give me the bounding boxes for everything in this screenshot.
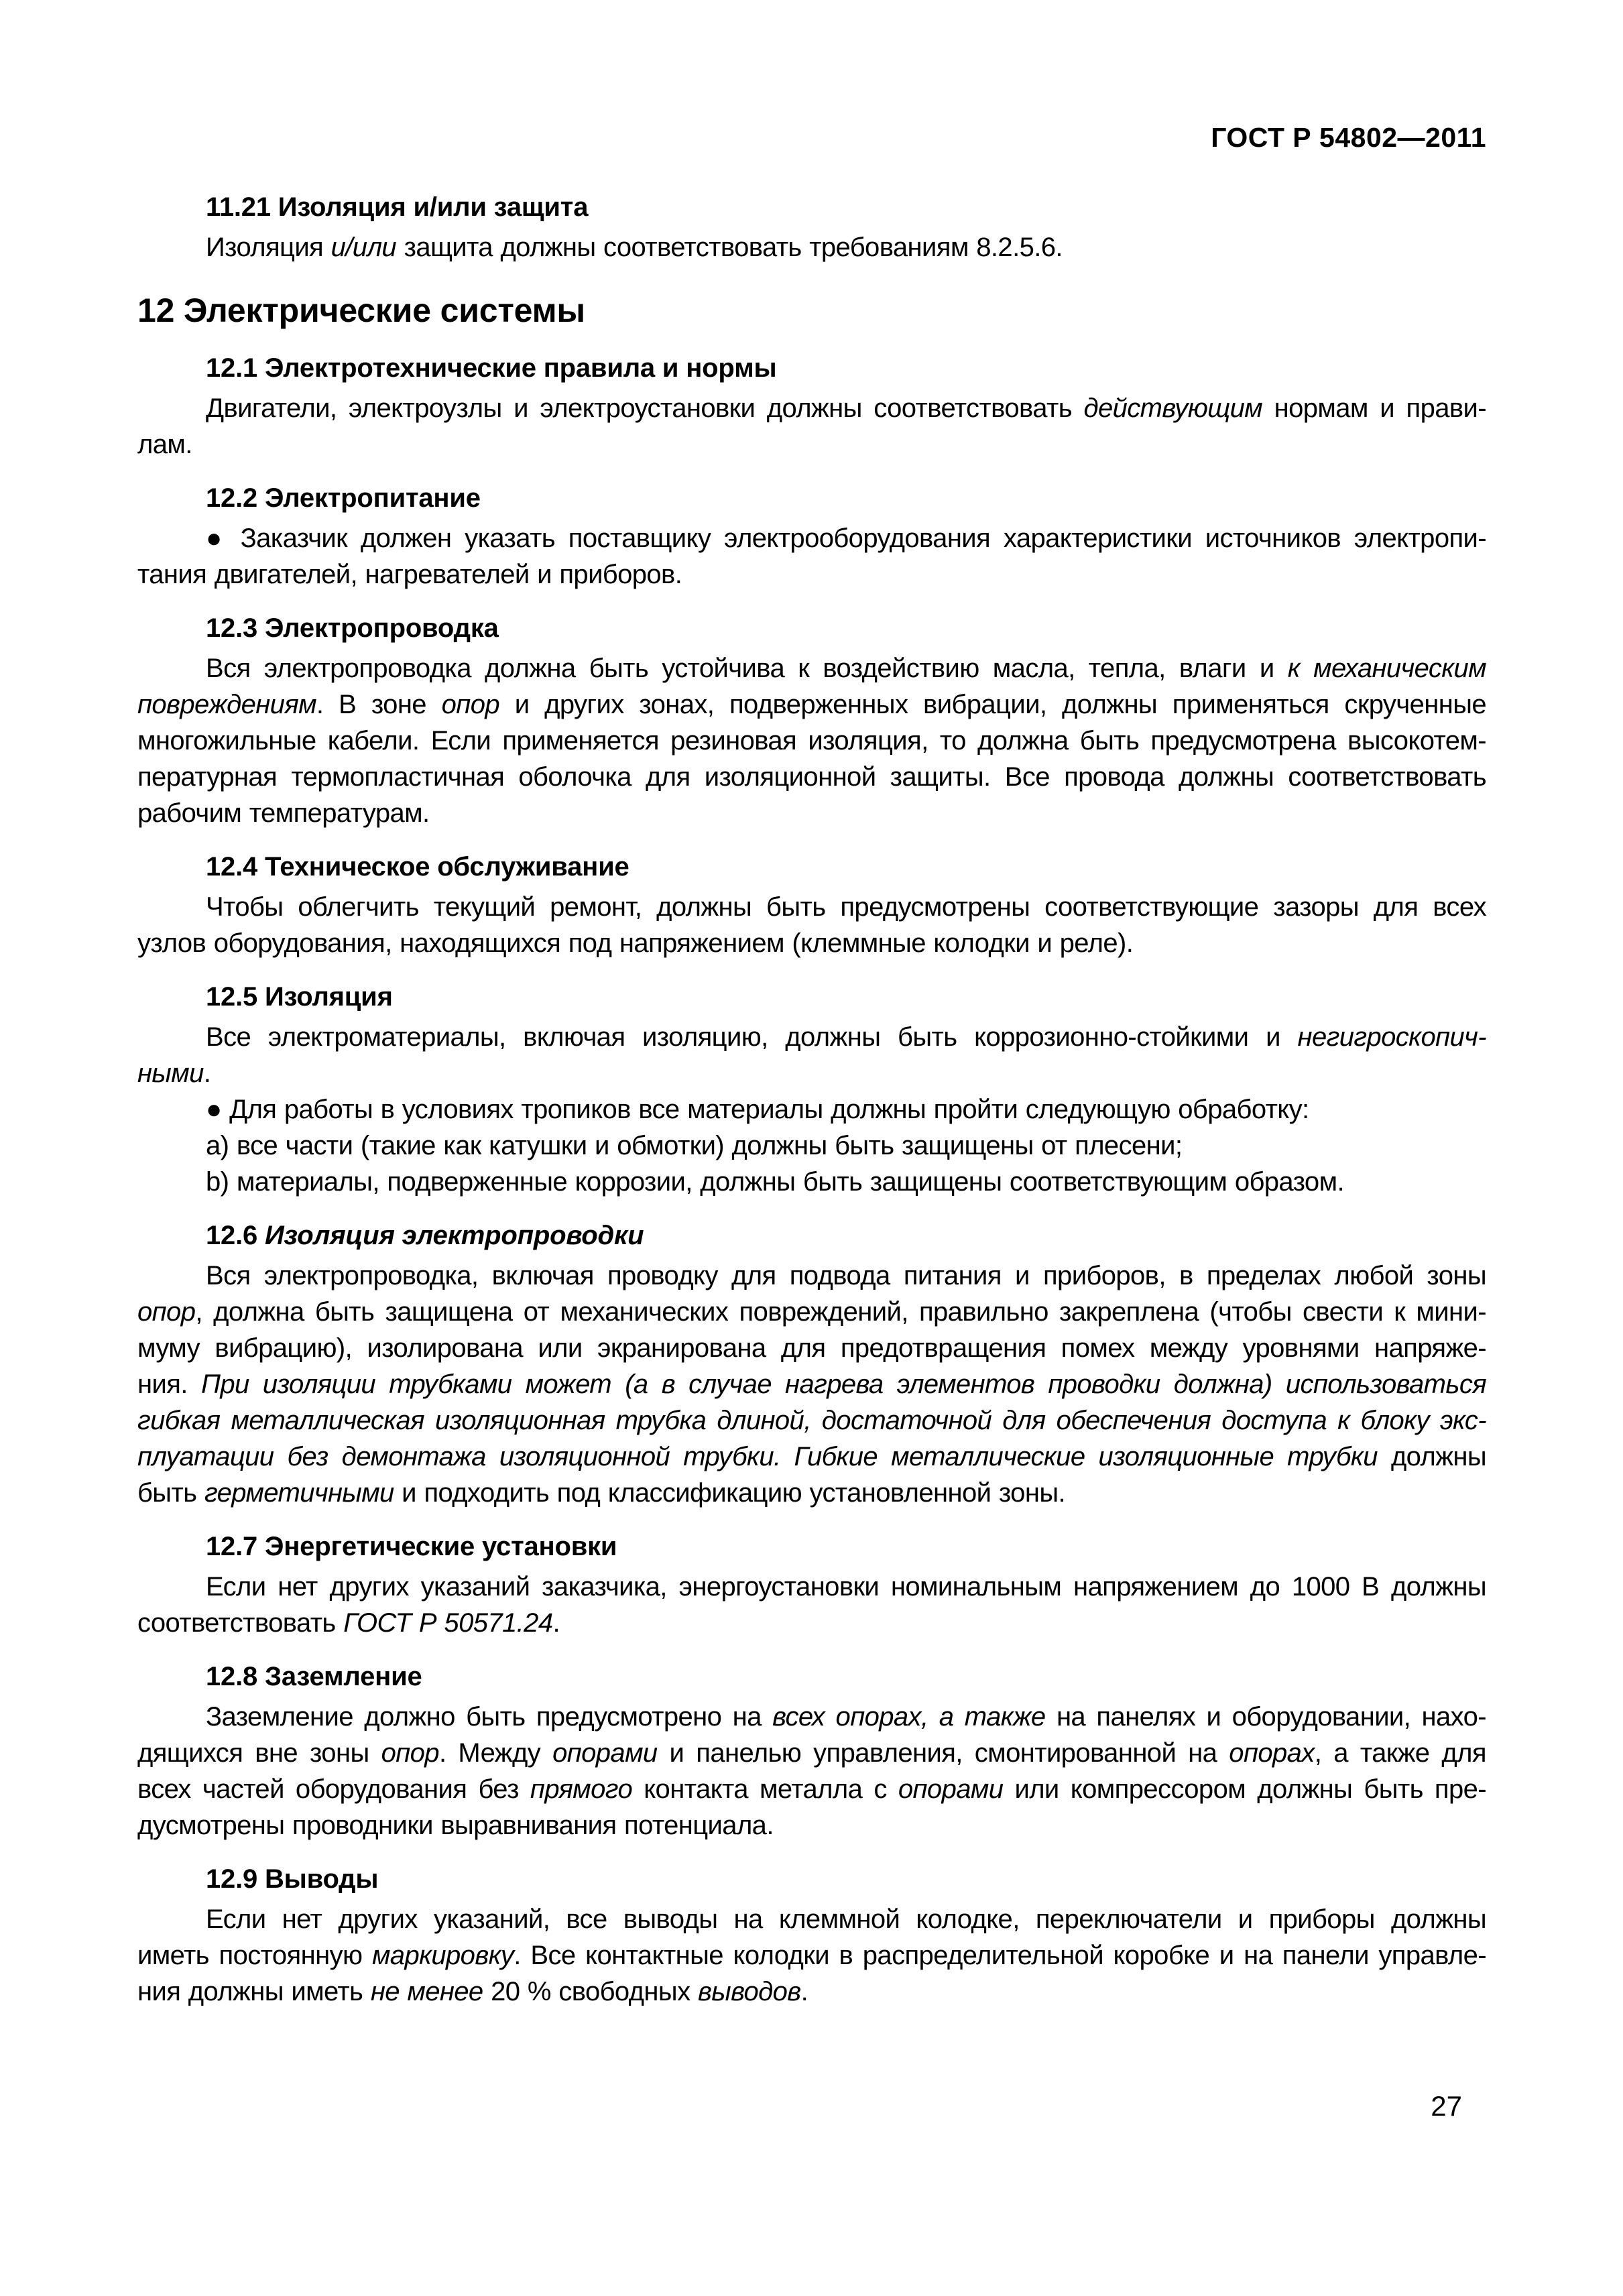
text-run: . [203, 1059, 211, 1088]
text-line [137, 650, 1486, 686]
text-run: 12 Электрические системы [137, 292, 585, 329]
text-run: ния. [137, 1370, 201, 1399]
page-number: 27 [1431, 2090, 1462, 2122]
text-line [137, 1974, 1486, 2010]
text-run: иметь постоянную [137, 1941, 372, 1970]
text-run: выводов [697, 1977, 801, 2006]
text-run: 12.6 [206, 1221, 265, 1250]
text-run: всех опорах, а также [772, 1702, 1046, 1732]
para-12-5-item-b [137, 1164, 1486, 1200]
text-run: плуатации без демонтажа изоляционной трубки. Гибкие металлические изоляционные трубки [137, 1442, 1378, 1471]
text-run: Если нет других указаний заказчика, энергоустановки номинальным напряжением до 1000 В должны [206, 1572, 1486, 1602]
text-run: и/или [330, 233, 397, 262]
text-run: , а также для [1314, 1738, 1486, 1768]
text-run: ными [137, 1059, 204, 1088]
text-run: 12.1 Электротехнические правила и нормы [206, 353, 777, 383]
text-line [137, 1699, 1486, 1735]
text-run: Если нет других указаний, все выводы на клеммной колодке, переключатели и приборы должны [206, 1905, 1486, 1934]
text-line [137, 1019, 1486, 1055]
text-run: , должна быть защищена от механических повреждений, правильно закреплена (чтобы свести к мини- [195, 1297, 1486, 1327]
text-line [137, 1258, 1486, 1294]
heading-12-1 [137, 350, 1486, 386]
text-run: При изоляции трубками может (а в случае нагрева элементов проводки должна) использоваться [200, 1370, 1486, 1399]
text-run: не менее [370, 1977, 483, 2006]
doc-header: ГОСТ Р 54802—2011 [1211, 122, 1486, 153]
text-run: и панелью управления, смонтированной на [657, 1738, 1229, 1768]
text-run: ● Заказчик должен указать поставщику электрооборудования характеристики источников электропи- [206, 524, 1486, 553]
heading-11-21 [137, 189, 1486, 225]
text-run: к механическим [1287, 654, 1486, 683]
text-line [137, 1091, 1486, 1128]
text-run: 12.8 Заземление [206, 1662, 422, 1691]
text-run: и подходить под классификацию установленной зоны. [394, 1478, 1065, 1508]
text-line [137, 1569, 1486, 1605]
heading-12-3 [137, 610, 1486, 646]
text-run: дусмотрены проводники выравнивания потенциала. [137, 1811, 774, 1840]
text-run: Все электроматериалы, включая изоляцию, должны быть коррозионно-стойкими и [206, 1022, 1298, 1052]
para-12-8 [137, 1699, 1486, 1844]
text-run: быть [137, 1478, 204, 1508]
text-run: защита должны соответствовать требованиям 8.2.5.6. [396, 233, 1063, 262]
text-run: Вся электропроводка должна быть устойчива к воздействию масла, тепла, влаги и [206, 654, 1288, 683]
para-12-2 [137, 520, 1486, 593]
text-line [137, 1735, 1486, 1771]
text-run: Двигатели, электроузлы и электроустановки должны соответствовать [206, 394, 1084, 423]
text-line [137, 1128, 1486, 1164]
text-run: опор [441, 690, 499, 719]
text-run: опорами [552, 1738, 658, 1768]
heading-12-7 [137, 1528, 1486, 1565]
text-run: рабочим температурам. [137, 798, 430, 828]
text-line [137, 426, 1486, 463]
text-run: 12.4 Техническое обслуживание [206, 852, 629, 882]
text-run: 12.2 Электропитание [206, 483, 481, 513]
text-line [137, 1402, 1486, 1439]
text-run: 12.9 Выводы [206, 1864, 379, 1894]
text-line [137, 556, 1486, 593]
text-line [137, 759, 1486, 795]
heading-12 [137, 288, 1486, 333]
text-line [137, 520, 1486, 556]
text-run: Чтобы облегчить текущий ремонт, должны быть предусмотрены соответствующие зазоры для всех [206, 892, 1486, 922]
text-run: лам. [137, 430, 192, 459]
text-line [137, 925, 1486, 961]
text-line [137, 1330, 1486, 1366]
text-run: дящихся вне зоны [137, 1738, 381, 1768]
text-line [137, 889, 1486, 925]
para-12-7 [137, 1569, 1486, 1641]
heading-12-5 [137, 979, 1486, 1015]
heading-12-2 [137, 480, 1486, 516]
text-run: тания двигателей, нагревателей и приборов. [137, 560, 682, 589]
heading-12-8 [137, 1658, 1486, 1695]
para-12-6 [137, 1258, 1486, 1511]
text-run: муму вибрацию), изолирована или экранирована для предотвращения помех между уровнями напряже- [137, 1333, 1486, 1363]
text-run: опор [381, 1738, 439, 1768]
text-run: контакта металла с [632, 1774, 898, 1804]
text-line [137, 1605, 1486, 1641]
text-line [137, 686, 1486, 723]
para-12-5 [137, 1019, 1486, 1091]
text-run: Вся электропроводка, включая проводку для подвода питания и приборов, в пределах любой зоны [206, 1261, 1486, 1290]
text-line [137, 229, 1486, 265]
text-run: действующим [1083, 394, 1263, 423]
text-line [137, 1055, 1486, 1091]
text-run: герметичными [204, 1478, 394, 1508]
text-run: 12.5 Изоляция [206, 982, 393, 1012]
text-line [137, 1937, 1486, 1974]
text-run: опор [137, 1297, 196, 1327]
text-run: повреждениям [137, 690, 316, 719]
text-run: 20 % свободных [483, 1977, 698, 2006]
text-run: и других зонах, подверженных вибрации, должны применяться скрученные [499, 690, 1486, 719]
text-line [137, 1475, 1486, 1511]
para-12-5-bullet [137, 1091, 1486, 1128]
text-run: негигроскопич- [1297, 1022, 1486, 1052]
text-run: многожильные кабели. Если применяется резиновая изоляция, то должна быть предусмотрена высокотем- [137, 726, 1486, 756]
text-line [137, 1901, 1486, 1937]
text-run: маркировку [371, 1941, 514, 1970]
content [137, 119, 1486, 2010]
text-run: должны [1377, 1442, 1486, 1471]
para-12-3 [137, 650, 1486, 831]
text-run: . Все контактные колодки в распределительной коробке и на панели управле- [514, 1941, 1486, 1970]
text-run: 11.21 Изоляция и/или защита [206, 192, 589, 222]
text-run: . Между [438, 1738, 553, 1768]
text-run: ния должны иметь [137, 1977, 371, 2006]
text-run: . В зоне [316, 690, 442, 719]
text-run: a) все части (такие как катушки и обмотки) должны быть защищены от плесени; [206, 1131, 1183, 1160]
para-12-4 [137, 889, 1486, 961]
text-run: . [552, 1608, 560, 1638]
text-run: или компрессором должны быть пре- [1003, 1774, 1486, 1804]
text-run: всех частей оборудования без [137, 1774, 530, 1804]
text-line [137, 390, 1486, 426]
text-line [137, 1294, 1486, 1330]
text-run: гибкая металлическая изоляционная трубка длиной, достаточной для обеспечения доступа к блоку экс- [137, 1406, 1486, 1435]
text-run: нормам и прави- [1262, 394, 1486, 423]
text-line [137, 1439, 1486, 1475]
text-run: ● Для работы в условиях тропиков все материалы должны пройти следующую обработку: [206, 1095, 1309, 1124]
text-run: Заземление должно быть предусмотрено на [206, 1702, 773, 1732]
text-run: прямого [530, 1774, 633, 1804]
text-run: Изоляция электропроводки [264, 1221, 644, 1250]
text-line [137, 1366, 1486, 1402]
text-line [137, 1807, 1486, 1844]
para-12-9 [137, 1901, 1486, 2010]
para-11-21 [137, 229, 1486, 265]
text-run: b) материалы, подверженные коррозии, должны быть защищены соответствующим образом. [206, 1167, 1344, 1197]
text-run: опорами [898, 1774, 1004, 1804]
text-line [137, 795, 1486, 831]
text-run: Изоляция [206, 233, 331, 262]
text-run: 12.3 Электропроводка [206, 613, 499, 643]
heading-12-4 [137, 849, 1486, 885]
text-run: опорах [1229, 1738, 1315, 1768]
heading-12-9 [137, 1861, 1486, 1897]
text-run: 12.7 Энергетические установки [206, 1532, 617, 1561]
para-12-1 [137, 390, 1486, 463]
text-line [137, 1771, 1486, 1807]
text-run: соответствовать [137, 1608, 344, 1638]
text-run: . [800, 1977, 808, 2006]
heading-12-6 [137, 1217, 1486, 1254]
text-run: на панелях и оборудовании, нахо- [1045, 1702, 1486, 1732]
text-run: пературная термопластичная оболочка для изоляционной защиты. Все провода должны соответствовать [137, 762, 1486, 792]
text-line [137, 723, 1486, 759]
text-run: узлов оборудования, находящихся под напряжением (клеммные колодки и реле). [137, 928, 1134, 958]
text-run: ГОСТ Р 50571.24 [343, 1608, 553, 1638]
text-line [137, 1164, 1486, 1200]
para-12-5-item-a [137, 1128, 1486, 1164]
